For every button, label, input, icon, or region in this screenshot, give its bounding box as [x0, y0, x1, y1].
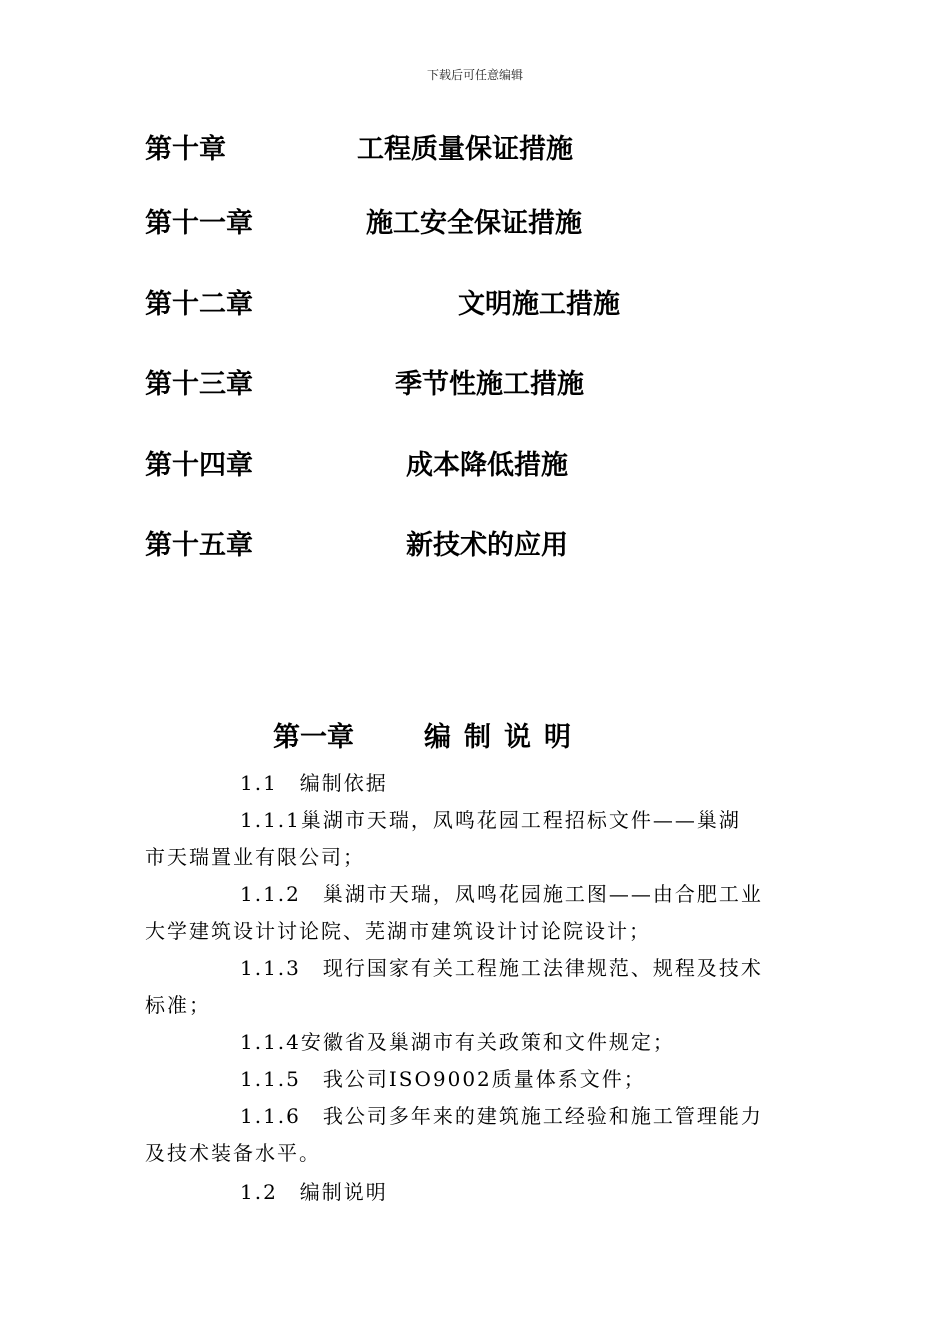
paragraph — [145, 802, 810, 876]
paragraph-line: 1.1.3 现行国家有关工程施工法律规范、规程及技术 — [240, 956, 763, 980]
section-heading-1-2 — [145, 1174, 810, 1211]
paragraph — [145, 1024, 810, 1061]
toc-title: 工程质量保证措施 — [357, 134, 573, 165]
toc-row-14[interactable] — [0, 450, 950, 490]
paragraph — [145, 876, 810, 950]
toc-title: 成本降低措施 — [406, 450, 568, 481]
chapter-number: 第一章 — [273, 722, 354, 753]
section-heading-1-1 — [145, 765, 810, 802]
toc-chapter: 第十二章 — [145, 289, 253, 320]
toc-chapter: 第十五章 — [145, 530, 253, 561]
paragraph-line: 及技术装备水平。 — [145, 1141, 321, 1165]
toc-chapter: 第十四章 — [145, 450, 253, 481]
chapter-heading — [0, 715, 950, 755]
page-header: 下载后可任意编辑 — [426, 68, 523, 82]
paragraph-line: 1.2 编制说明 — [240, 1180, 388, 1204]
paragraph-line: 标准； — [145, 993, 211, 1017]
paragraph — [145, 1098, 810, 1172]
paragraph — [145, 1061, 810, 1098]
toc-chapter: 第十三章 — [145, 369, 253, 400]
paragraph-line: 1.1.6 我公司多年来的建筑施工经验和施工管理能力 — [240, 1104, 763, 1128]
toc-row-10[interactable] — [0, 134, 950, 174]
paragraph-line: 大学建筑设计讨论院、芜湖市建筑设计讨论院设计； — [145, 919, 651, 943]
toc-row-15[interactable] — [0, 530, 950, 570]
toc-title: 文明施工措施 — [458, 289, 620, 320]
toc-row-12[interactable] — [0, 289, 950, 329]
paragraph — [145, 950, 810, 1024]
paragraph-line: 市天瑞置业有限公司； — [145, 845, 365, 869]
toc-row-13[interactable] — [0, 369, 950, 409]
toc-chapter: 第十章 — [145, 134, 226, 165]
paragraph-line: 1.1 编制依据 — [240, 771, 388, 795]
toc-row-11[interactable] — [0, 208, 950, 248]
paragraph-line: 1.1.5 我公司ISO9002质量体系文件； — [240, 1067, 646, 1091]
toc-title: 施工安全保证措施 — [366, 208, 582, 239]
paragraph-line: 1.1.1巢湖市天瑞，凤鸣花园工程招标文件——巢湖 — [240, 808, 741, 832]
toc-chapter: 第十一章 — [145, 208, 253, 239]
toc-title: 新技术的应用 — [406, 530, 568, 561]
paragraph-line: 1.1.4安徽省及巢湖市有关政策和文件规定； — [240, 1030, 675, 1054]
chapter-title: 编制说明 — [424, 722, 584, 753]
toc-title: 季节性施工措施 — [395, 369, 584, 400]
paragraph-line: 1.1.2 巢湖市天瑞，凤鸣花园施工图——由合肥工业 — [240, 882, 763, 906]
